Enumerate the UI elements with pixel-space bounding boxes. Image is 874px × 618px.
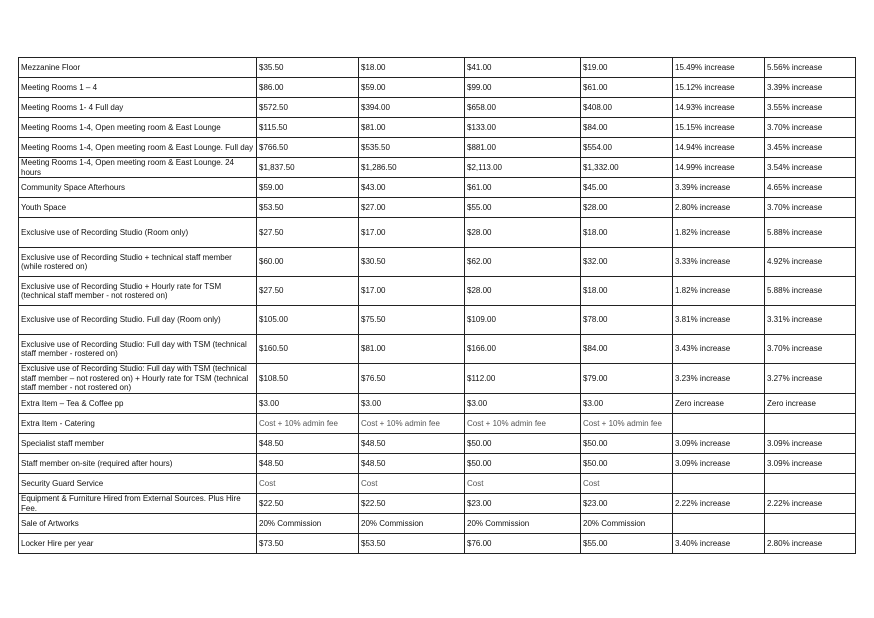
fee-value-cell: $18.00 <box>581 277 673 306</box>
fee-change-cell: 15.12% increase <box>673 78 765 98</box>
fee-change-cell: 3.39% increase <box>673 178 765 198</box>
fee-change-cell: Zero increase <box>673 394 765 414</box>
fee-change-cell: 3.55% increase <box>765 98 856 118</box>
table-row <box>19 118 856 138</box>
table-row <box>19 434 856 454</box>
fee-value-cell: $62.00 <box>465 248 581 277</box>
fee-value-cell: $55.00 <box>465 198 581 218</box>
fee-change-cell: 2.22% increase <box>673 494 765 514</box>
fee-value-cell: $78.00 <box>581 306 673 335</box>
fee-change-cell: 3.70% increase <box>765 198 856 218</box>
table-row <box>19 198 856 218</box>
fee-value-cell: Cost + 10% admin fee <box>465 414 581 434</box>
fee-change-cell: 2.80% increase <box>765 534 856 554</box>
fee-value-cell: $48.50 <box>257 454 359 474</box>
fee-value-cell: $658.00 <box>465 98 581 118</box>
fee-value-cell: $115.50 <box>257 118 359 138</box>
fee-change-cell: 14.93% increase <box>673 98 765 118</box>
fee-change-cell: 3.33% increase <box>673 248 765 277</box>
fee-item-cell: Meeting Rooms 1- 4 Full day <box>19 98 257 118</box>
table-row <box>19 534 856 554</box>
fee-value-cell: $61.00 <box>581 78 673 98</box>
fee-value-cell: $81.00 <box>359 335 465 364</box>
fee-value-cell: $881.00 <box>465 138 581 158</box>
table-row <box>19 364 856 394</box>
table-row <box>19 414 856 434</box>
fee-value-cell: $133.00 <box>465 118 581 138</box>
fee-value-cell: 20% Commission <box>359 514 465 534</box>
fee-change-cell: 2.22% increase <box>765 494 856 514</box>
table-row <box>19 306 856 335</box>
fee-change-cell: 4.92% increase <box>765 248 856 277</box>
fee-change-cell: 15.49% increase <box>673 58 765 78</box>
fee-value-cell: Cost <box>465 474 581 494</box>
table-row <box>19 138 856 158</box>
fee-value-cell: $17.00 <box>359 218 465 248</box>
fee-change-cell: 4.65% increase <box>765 178 856 198</box>
fee-item-cell: Extra Item – Tea & Coffee pp <box>19 394 257 414</box>
fee-value-cell: $28.00 <box>581 198 673 218</box>
fee-value-cell: $22.50 <box>359 494 465 514</box>
fee-change-cell: 3.39% increase <box>765 78 856 98</box>
fee-value-cell: $32.00 <box>581 248 673 277</box>
fee-value-cell: $109.00 <box>465 306 581 335</box>
fee-value-cell: $28.00 <box>465 277 581 306</box>
fee-change-cell: 3.09% increase <box>765 434 856 454</box>
fee-value-cell: $50.00 <box>581 454 673 474</box>
fee-value-cell: $535.50 <box>359 138 465 158</box>
fee-value-cell: $48.50 <box>359 434 465 454</box>
fee-value-cell: $50.00 <box>581 434 673 454</box>
fee-item-cell: Meeting Rooms 1-4, Open meeting room & East Lounge. Full day <box>19 138 257 158</box>
fee-item-cell: Meeting Rooms 1-4, Open meeting room & East Lounge. 24 hours <box>19 158 257 178</box>
fee-value-cell: $18.00 <box>581 218 673 248</box>
table-row <box>19 335 856 364</box>
fee-value-cell: $84.00 <box>581 118 673 138</box>
fee-change-cell: 3.23% increase <box>673 364 765 394</box>
fee-item-cell: Exclusive use of Recording Studio (Room only) <box>19 218 257 248</box>
fee-change-cell: 3.09% increase <box>765 454 856 474</box>
fee-value-cell: $81.00 <box>359 118 465 138</box>
fee-change-cell: 14.94% increase <box>673 138 765 158</box>
table-row <box>19 394 856 414</box>
table-row <box>19 58 856 78</box>
fee-value-cell: $99.00 <box>465 78 581 98</box>
fee-value-cell: $3.00 <box>465 394 581 414</box>
fee-change-cell: Zero increase <box>765 394 856 414</box>
fee-value-cell: $61.00 <box>465 178 581 198</box>
fee-value-cell: $19.00 <box>581 58 673 78</box>
fee-value-cell: $394.00 <box>359 98 465 118</box>
fee-change-cell: 3.31% increase <box>765 306 856 335</box>
fee-value-cell: $48.50 <box>359 454 465 474</box>
table-row <box>19 218 856 248</box>
fee-value-cell: $75.50 <box>359 306 465 335</box>
fee-value-cell: $53.50 <box>257 198 359 218</box>
fee-value-cell: $766.50 <box>257 138 359 158</box>
fee-value-cell: $572.50 <box>257 98 359 118</box>
fee-item-cell: Exclusive use of Recording Studio: Full day with TSM (technical staff member – not rostered on) + Hourly rate for TSM (technical staff member - not rostered on) <box>19 364 257 394</box>
fee-change-cell: 3.09% increase <box>673 434 765 454</box>
fee-value-cell: $23.00 <box>581 494 673 514</box>
fee-change-cell: 15.15% increase <box>673 118 765 138</box>
fee-value-cell: $408.00 <box>581 98 673 118</box>
table-row <box>19 78 856 98</box>
fee-value-cell: $28.00 <box>465 218 581 248</box>
fee-item-cell: Sale of Artworks <box>19 514 257 534</box>
fee-value-cell: $60.00 <box>257 248 359 277</box>
fee-value-cell: $105.00 <box>257 306 359 335</box>
fee-value-cell: $3.00 <box>359 394 465 414</box>
fee-change-cell: 3.70% increase <box>765 335 856 364</box>
fee-value-cell: Cost + 10% admin fee <box>257 414 359 434</box>
fee-item-cell: Exclusive use of Recording Studio + Hourly rate for TSM (technical staff member - not rostered on) <box>19 277 257 306</box>
fee-value-cell: $73.50 <box>257 534 359 554</box>
fee-change-cell <box>765 414 856 434</box>
fee-item-cell: Locker Hire per year <box>19 534 257 554</box>
fee-item-cell: Meeting Rooms 1 – 4 <box>19 78 257 98</box>
fee-item-cell: Exclusive use of Recording Studio: Full day with TSM (technical staff member - rostered on) <box>19 335 257 364</box>
fees-table <box>18 57 856 554</box>
fee-item-cell: Specialist staff member <box>19 434 257 454</box>
fee-item-cell: Exclusive use of Recording Studio + technical staff member (while rostered on) <box>19 248 257 277</box>
table-row <box>19 248 856 277</box>
fee-item-cell: Mezzanine Floor <box>19 58 257 78</box>
fee-change-cell: 3.40% increase <box>673 534 765 554</box>
fee-value-cell: $1,332.00 <box>581 158 673 178</box>
fee-value-cell: $41.00 <box>465 58 581 78</box>
table-row <box>19 474 856 494</box>
fee-value-cell: Cost + 10% admin fee <box>359 414 465 434</box>
fee-change-cell: 3.27% increase <box>765 364 856 394</box>
fee-value-cell: $108.50 <box>257 364 359 394</box>
fee-value-cell: $50.00 <box>465 454 581 474</box>
fee-value-cell: $17.00 <box>359 277 465 306</box>
fee-item-cell: Community Space Afterhours <box>19 178 257 198</box>
table-row <box>19 98 856 118</box>
fee-item-cell: Extra Item - Catering <box>19 414 257 434</box>
fee-value-cell: $27.50 <box>257 277 359 306</box>
fee-item-cell: Equipment & Furniture Hired from External Sources. Plus Hire Fee. <box>19 494 257 514</box>
fee-value-cell: $53.50 <box>359 534 465 554</box>
table-row <box>19 158 856 178</box>
fee-change-cell: 3.70% increase <box>765 118 856 138</box>
fee-value-cell: $76.00 <box>465 534 581 554</box>
fee-value-cell: $160.50 <box>257 335 359 364</box>
fee-change-cell: 2.80% increase <box>673 198 765 218</box>
fee-value-cell: $86.00 <box>257 78 359 98</box>
fee-value-cell: $554.00 <box>581 138 673 158</box>
fee-change-cell <box>765 474 856 494</box>
fee-change-cell: 3.43% increase <box>673 335 765 364</box>
fee-value-cell: $43.00 <box>359 178 465 198</box>
fee-change-cell: 1.82% increase <box>673 218 765 248</box>
fee-value-cell: $1,286.50 <box>359 158 465 178</box>
fee-item-cell: Meeting Rooms 1-4, Open meeting room & East Lounge <box>19 118 257 138</box>
fee-value-cell: $59.00 <box>359 78 465 98</box>
fee-value-cell: $50.00 <box>465 434 581 454</box>
fee-change-cell: 5.88% increase <box>765 218 856 248</box>
fees-table-body <box>19 58 856 554</box>
fee-item-cell: Staff member on-site (required after hours) <box>19 454 257 474</box>
fee-change-cell: 5.56% increase <box>765 58 856 78</box>
fee-item-cell: Security Guard Service <box>19 474 257 494</box>
fee-item-cell: Youth Space <box>19 198 257 218</box>
fee-change-cell: 3.45% increase <box>765 138 856 158</box>
fee-value-cell: $84.00 <box>581 335 673 364</box>
fee-value-cell: 20% Commission <box>465 514 581 534</box>
fee-change-cell: 3.09% increase <box>673 454 765 474</box>
fee-change-cell: 3.54% increase <box>765 158 856 178</box>
fee-change-cell <box>765 514 856 534</box>
fee-value-cell: $23.00 <box>465 494 581 514</box>
fee-value-cell: $22.50 <box>257 494 359 514</box>
fee-value-cell: 20% Commission <box>581 514 673 534</box>
fee-value-cell: 20% Commission <box>257 514 359 534</box>
fee-value-cell: Cost <box>359 474 465 494</box>
fee-change-cell: 3.81% increase <box>673 306 765 335</box>
fee-value-cell: Cost <box>581 474 673 494</box>
fee-change-cell: 1.82% increase <box>673 277 765 306</box>
fee-value-cell: $59.00 <box>257 178 359 198</box>
fee-value-cell: $3.00 <box>581 394 673 414</box>
table-row <box>19 454 856 474</box>
fee-value-cell: $79.00 <box>581 364 673 394</box>
fee-value-cell: $3.00 <box>257 394 359 414</box>
table-row <box>19 277 856 306</box>
fee-value-cell: Cost <box>257 474 359 494</box>
fee-change-cell <box>673 474 765 494</box>
fee-value-cell: $35.50 <box>257 58 359 78</box>
fee-value-cell: $2,113.00 <box>465 158 581 178</box>
table-row <box>19 494 856 514</box>
fee-value-cell: $27.50 <box>257 218 359 248</box>
table-row <box>19 514 856 534</box>
fee-change-cell: 5.88% increase <box>765 277 856 306</box>
fee-value-cell: $76.50 <box>359 364 465 394</box>
fee-change-cell: 14.99% increase <box>673 158 765 178</box>
fee-value-cell: $112.00 <box>465 364 581 394</box>
fee-value-cell: $45.00 <box>581 178 673 198</box>
fee-value-cell: $1,837.50 <box>257 158 359 178</box>
fee-value-cell: $55.00 <box>581 534 673 554</box>
fee-value-cell: Cost + 10% admin fee <box>581 414 673 434</box>
fee-change-cell <box>673 514 765 534</box>
fee-value-cell: $48.50 <box>257 434 359 454</box>
fee-value-cell: $166.00 <box>465 335 581 364</box>
fee-value-cell: $27.00 <box>359 198 465 218</box>
fee-value-cell: $30.50 <box>359 248 465 277</box>
table-row <box>19 178 856 198</box>
fee-item-cell: Exclusive use of Recording Studio. Full day (Room only) <box>19 306 257 335</box>
fee-value-cell: $18.00 <box>359 58 465 78</box>
fee-change-cell <box>673 414 765 434</box>
